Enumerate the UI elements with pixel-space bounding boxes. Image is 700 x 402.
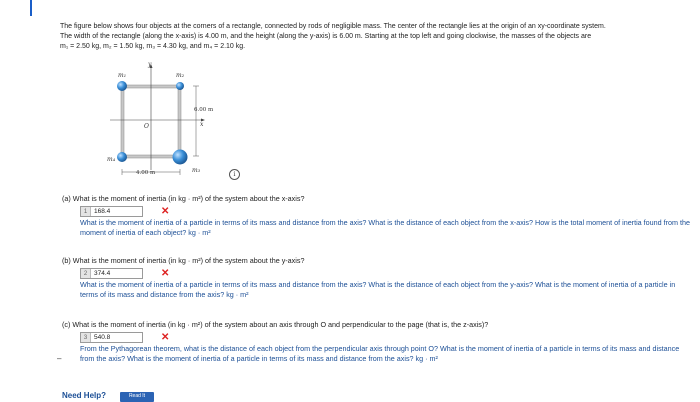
- attempt-badge: 3: [81, 333, 91, 342]
- width-label: 4.00 m: [136, 170, 156, 176]
- mass-m4: [117, 152, 127, 162]
- height-label: 6.00 m: [194, 107, 214, 113]
- need-help-label: Need Help?: [62, 391, 107, 400]
- answer-row-b: [62, 268, 692, 279]
- text-cursor: [30, 0, 32, 16]
- part-a: [62, 194, 692, 238]
- mass-m3: [173, 150, 188, 165]
- read-it-button[interactable]: Read It: [120, 392, 154, 402]
- rectangle-masses-figure: [100, 62, 240, 192]
- answer-input-b[interactable]: [80, 268, 143, 279]
- hint-c: From the Pythagorean theorem, what is the distance of each object from the perpendicular axis through point O? What is the moment of inertia of a particle in terms of its mass and distance from the axis? What is the moment of inertia of a particle in terms of its mass and distance from the axis? kg · m²: [80, 344, 680, 363]
- answer-value-c: 540.8: [94, 333, 111, 341]
- attempt-badge: 1: [81, 207, 91, 216]
- label-y: y: [148, 62, 152, 68]
- answer-value-b: 374.4: [94, 269, 111, 277]
- intro-line-3: m₁ = 2.50 kg, m₂ = 1.50 kg, m₃ = 4.30 kg, and m₄ = 2.10 kg.: [60, 43, 246, 50]
- info-icon[interactable]: i: [229, 169, 240, 180]
- attempt-badge: 2: [81, 269, 91, 278]
- incorrect-icon: ✕: [161, 268, 170, 279]
- label-m1: m₁: [118, 72, 127, 79]
- question-a: (a) What is the moment of inertia (in kg · m²) of the system about the x-axis?: [62, 194, 305, 203]
- label-m4: m₄: [107, 156, 116, 163]
- intro-line-2: The width of the rectangle (along the x-axis) is 4.00 m, and the height (along the y-axis) is 6.00 m. Starting at the top left and going clockwise, the masses of the objects are: [60, 33, 592, 40]
- label-m2: m₂: [176, 72, 185, 79]
- question-c: (c) What is the moment of inertia (in kg · m²) of the system about an axis through O and perpendicular to the page (that is, the z-axis)?: [62, 320, 489, 329]
- label-x: x: [200, 121, 204, 128]
- answer-row-c: [62, 332, 692, 343]
- label-origin: O: [144, 123, 149, 130]
- collapse-dash: –: [57, 354, 62, 363]
- rod-left: [121, 86, 124, 157]
- incorrect-icon: ✕: [161, 206, 170, 217]
- answer-value-a: 168.4: [94, 207, 111, 215]
- problem-statement: [60, 22, 690, 52]
- hint-b: What is the moment of inertia of a particle in terms of its mass and distance from the axis? What is the distance of each object from the y-axis? What is the moment of inertia of a particle in terms of its mass and distance from the axis? kg · m²: [80, 280, 676, 299]
- part-b: [62, 256, 692, 300]
- answer-row-a: [62, 206, 692, 217]
- hint-a: What is the moment of inertia of a particle in terms of its mass and distance from the axis? What is the distance of each object from the x-axis? How is the total moment of inertia found from the moment of inertia of each object? kg · m²: [80, 218, 691, 237]
- mass-m1: [117, 81, 127, 91]
- rod-right: [178, 86, 181, 157]
- intro-line-1: The figure below shows four objects at the corners of a rectangle, connected by rods of negligible mass. The center of the rectangle lies at the origin of an xy-coordinate system.: [60, 23, 606, 30]
- mass-m2: [176, 82, 184, 90]
- answer-input-a[interactable]: [80, 206, 143, 217]
- part-c: [62, 320, 692, 364]
- label-m3: m₃: [192, 167, 201, 174]
- question-b: (b) What is the moment of inertia (in kg · m²) of the system about the y-axis?: [62, 256, 305, 265]
- incorrect-icon: ✕: [161, 332, 170, 343]
- answer-input-c[interactable]: [80, 332, 143, 343]
